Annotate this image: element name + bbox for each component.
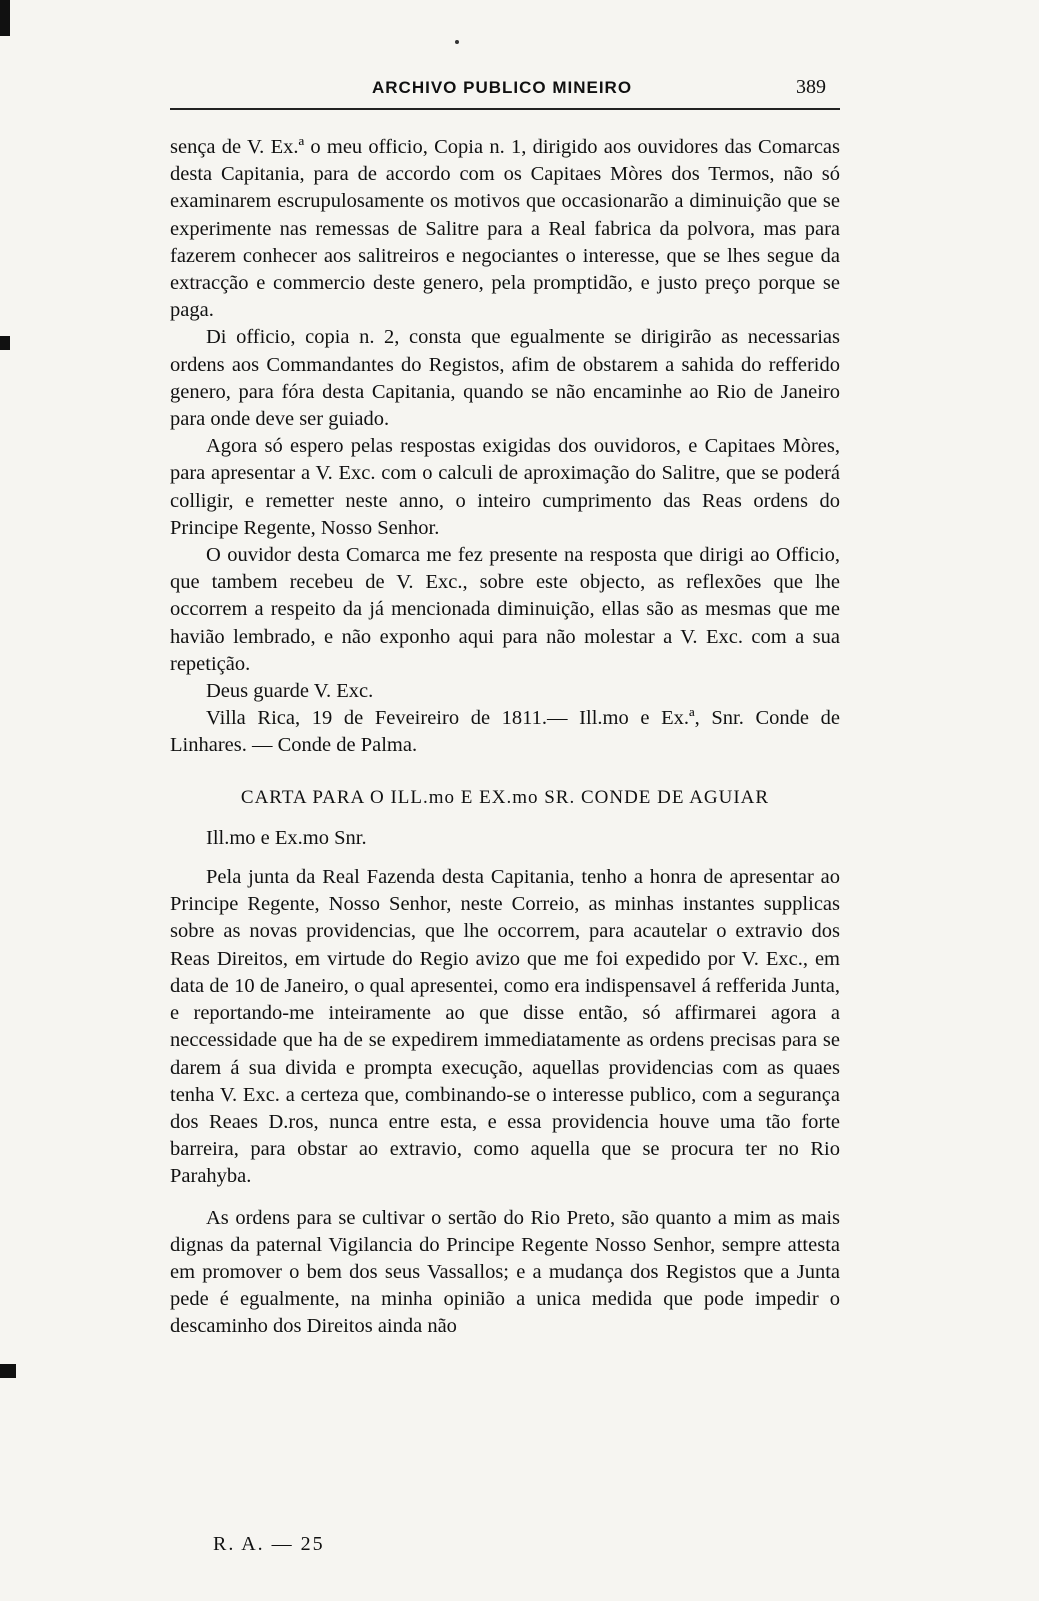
paragraph-2: Di officio, copia n. 2, consta que egualmente se dirigirão as necessarias ordens aos Commandantes do Registos, afim de obstarem a sahida do refferido genero, para fóra desta Capitania, quando se não encaminhe ao Rio de Janeiro para onde deve ser guiado. <box>170 326 840 431</box>
letter-paragraph-1: Pela junta da Real Fazenda desta Capitania, tenho a honra de apresentar ao Principe Regente, Nosso Senhor, neste Correio, as minhas instantes supplicas sobre as novas providencias, que lhe occorrem, para acautelar o extravio dos Reas Direitos, em virtude do Regio avizo que me foi expedido por V. Exc., em data de 10 de Janeiro, o qual apresentei, como era indispensavel á refferida Junta, e reportando-me inteiramente ao que disse então, só affirmarei agora a neccessidade que ha de se expedirem immediatamente as ordens precisas para se darem á sua divida e prompta execução, aquellas providencias com as quaes tenha V. Exc. a certeza que, combinando-se o interesse publico, com a segurança dos Reaes D.ros, nunca entre esta, e essa providencia houve uma tão forte barreira, para obstar ao extravio, como aquella que se procura ter no Rio Parahyba. <box>170 866 840 1188</box>
page-number: 389 <box>796 76 826 98</box>
running-title: ARCHIVO PUBLICO MINEIRO <box>372 78 633 97</box>
paragraph-3: Agora só espero pelas respostas exigidas dos ouvidoros, e Capitaes Mòres, para apresentar a V. Exc. com o calculi de aproximação do Salitre, que se poderá colligir, e remetter neste anno, o inteiro cumprimento das Reas ordens do Principe Regente, Nosso Senhor. <box>170 435 840 539</box>
paragraph-1: sença de V. Ex.ª o meu officio, Copia n. 1, dirigido aos ouvidores das Comarcas desta Capitania, para de accordo com os Capitaes Mòres dos Termos, não só examinarem escrupulosamente os motivos que occasionarão a diminuição que se experimente nas remessas de Salitre para a Real fabrica da polvora, mas para fazerem conhecer aos salitreiros e negociantes o interesse, que se lhes segue da extracção e commercio deste genero, pela promptidão, e justo preço porque se paga. <box>170 136 840 322</box>
letter-salutation: Ill.mo e Ex.mo Snr. <box>206 826 367 849</box>
letter-paragraph-2: As ordens para se cultivar o sertão do Rio Preto, são quanto a mim as mais dignas da paternal Vigilancia do Principe Regente Nosso Senhor, sempre attesta em promover o bem dos seus Vassallos; e a mudança dos Registos que a Junta pede é egualmente, na minha opinião a unica medida que pode impedir o descaminho dos Direitos ainda não <box>170 1206 840 1338</box>
closing-formula: Deus guarde V. Exc. <box>206 680 374 703</box>
page-header <box>172 74 840 106</box>
header-rule <box>170 108 840 110</box>
letter-title: CARTA PARA O ILL.mo E EX.mo SR. CONDE DE AGUIAR <box>240 786 770 808</box>
dateline: Villa Rica, 19 de Feveireiro de 1811.— Ill.mo e Ex.ª, Snr. Conde de Linhares. — Conde de Palma. <box>170 707 840 757</box>
scan-edge-mark <box>0 1364 16 1378</box>
paragraph-4: O ouvidor desta Comarca me fez presente na resposta que dirigi ao Officio, que tambem recebeu de V. Exc., sobre este objecto, as reflexões que lhe occorrem a respeito da já mencionada diminuição, ellas são as mesmas que me havião lembrado, e não exponho aqui para não molestar a V. Exc. com a sua repetição. <box>170 544 840 675</box>
scan-edge-mark <box>0 0 10 36</box>
signature-mark: R. A. — 25 <box>213 1533 325 1555</box>
page-body <box>170 134 840 1341</box>
scan-edge-mark <box>0 336 10 350</box>
printer-dot <box>455 40 459 44</box>
